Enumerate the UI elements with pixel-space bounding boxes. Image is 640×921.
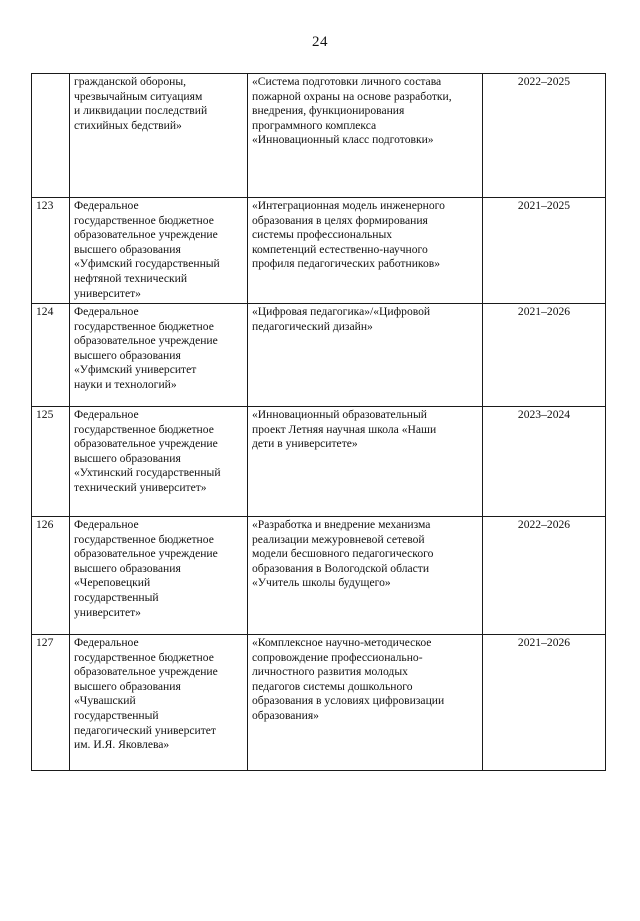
table-row [32, 304, 606, 407]
row-number [32, 74, 70, 198]
page-number: 24 [312, 34, 328, 50]
period-cell: 2021–2026 [483, 635, 606, 771]
project-name: «Система подготовки личного состава пожарной охраны на основе разработки, внедрения, функционирования программного комплекса «Инновационный класс подготовки» [252, 75, 452, 147]
table-row [32, 635, 606, 771]
project-name: «Разработка и внедрение механизма реализации межуровневой сетевой модели бесшовного педагогического образования в Вологодской области «Учитель школы будущего» [252, 518, 434, 590]
row-number: 124 [32, 304, 70, 407]
project-cell [248, 74, 483, 198]
project-cell [248, 407, 483, 517]
organization-cell [70, 304, 248, 407]
organization-cell [70, 198, 248, 304]
project-cell [248, 304, 483, 407]
period-cell: 2021–2026 [483, 304, 606, 407]
organization-cell [70, 407, 248, 517]
project-name: «Комплексное научно-методическое сопровождение профессионально- личностного развития молодых педагогов системы дошкольного образования в условиях цифровизации образования» [252, 636, 445, 722]
period-cell: 2023–2024 [483, 407, 606, 517]
organization-name: Федеральное государственное бюджетное образовательное учреждение высшего образования «Череповецкий государственный университет» [74, 518, 218, 619]
project-cell [248, 198, 483, 304]
row-number: 127 [32, 635, 70, 771]
organization-cell [70, 635, 248, 771]
project-name: «Цифровая педагогика»/«Цифровой педагогический дизайн» [252, 305, 431, 333]
row-number: 126 [32, 517, 70, 635]
organization-name: Федеральное государственное бюджетное образовательное учреждение высшего образования «Уфимский государственный нефтяной технический университет» [74, 199, 220, 300]
period-cell: 2021–2025 [483, 198, 606, 304]
project-name: «Инновационный образовательный проект Летняя научная школа «Наши дети в университете» [252, 408, 437, 451]
table-row [32, 74, 606, 198]
project-cell [248, 635, 483, 771]
table-row [32, 407, 606, 517]
organization-name: Федеральное государственное бюджетное образовательное учреждение высшего образования «Ухтинский государственный технический университет» [74, 408, 221, 494]
registry-table [31, 73, 606, 771]
table-row [32, 198, 606, 304]
organization-cell [70, 74, 248, 198]
project-cell [248, 517, 483, 635]
period-cell: 2022–2026 [483, 517, 606, 635]
organization-cell [70, 517, 248, 635]
row-number: 125 [32, 407, 70, 517]
row-number: 123 [32, 198, 70, 304]
period-cell: 2022–2025 [483, 74, 606, 198]
organization-name: Федеральное государственное бюджетное образовательное учреждение высшего образования «Чувашский государственный педагогический университет им. И.Я. Яковлева» [74, 636, 218, 752]
organization-name: Федеральное государственное бюджетное образовательное учреждение высшего образования «Уфимский университет науки и технологий» [74, 305, 218, 391]
table-row [32, 517, 606, 635]
project-name: «Интеграционная модель инженерного образования в целях формирования системы профессиональных компетенций естественно-научного профиля педагогических работников» [252, 199, 445, 271]
organization-name: гражданской обороны, чрезвычайным ситуациям и ликвидации последствий стихийных бедствий» [74, 75, 208, 132]
